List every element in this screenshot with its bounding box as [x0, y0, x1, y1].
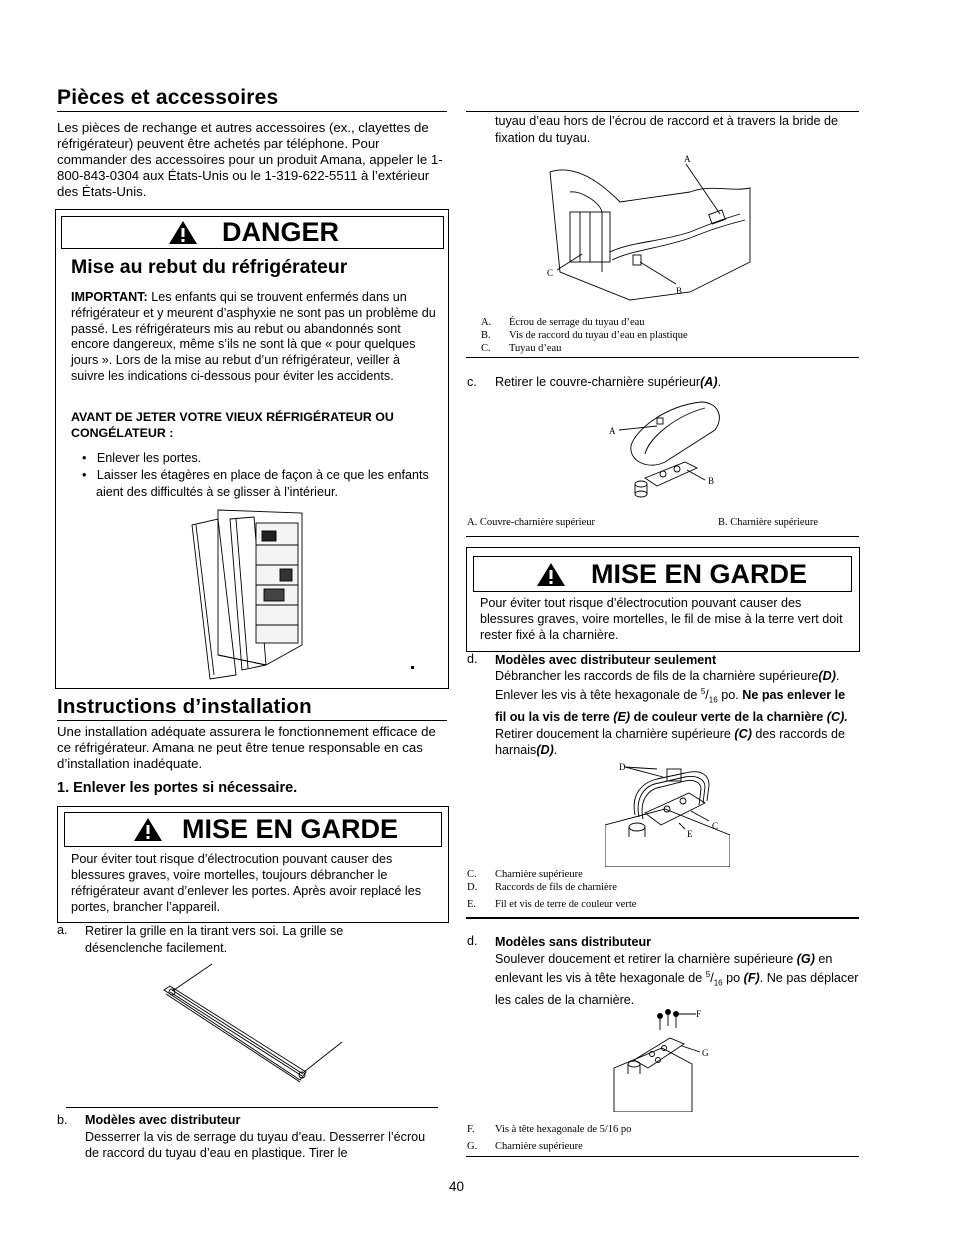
continued-text: tuyau d’eau hors de l’écrou de raccord et à travers la bride de fixation du tuyau. [495, 114, 839, 145]
figure-caption-b: B. Charnière supérieure [718, 517, 819, 528]
disposal-title: Mise au rebut du réfrigérateur [71, 256, 348, 278]
step-a-letter: a. [57, 923, 68, 937]
step-b-text: Desserrer la vis de serrage du tuyau d’eau. Desserrer l’écrou de raccord du tuyau d’eau en plastique. Tirer le [85, 1130, 426, 1160]
warning-triangle-icon [133, 816, 163, 842]
figure-caption-list [481, 316, 688, 355]
figure-label: D [619, 762, 626, 772]
caption-row: E. Fil et vis de terre de couleur verte [467, 899, 637, 910]
figure-label: C [547, 268, 554, 278]
step-d-dispenser-text: Modèles avec distributeur seulement Débrancher les raccords de fils de la charnière supérieure(D). Enlever les vis à tête hexagonale de $^5/_{16}$ po. Ne pas enlever le fil ou la vis de terre (E) de couleur verte de la charnière (C). Retirer doucement la charnière supérieure (C) des raccords de harnais(D). [495, 653, 848, 757]
caution-word: MISE EN GARDE [182, 814, 399, 844]
caption-row: C. Tuyau d’eau [481, 343, 562, 354]
important-text: Les enfants qui se trouvent enfermés dans un réfrigérateur et y meurent d’asphyxie ne sont pas un problème du passé. Les réfrigérateurs mis au rebut ou abandonnés sont encore dangereux, même s’ils ne sont là que « pour quelques jours ». Lors de la mise au rebut d’un réfrigérateur, veiller à suivre les indications ci-dessous pour éviter les accidents. [71, 290, 436, 383]
figure-caption-list [467, 1121, 631, 1155]
warning-triangle-icon [536, 561, 566, 587]
figure-label: B [708, 476, 715, 486]
caption-row: C. Charnière supérieure [467, 869, 583, 880]
step-d-letter: d. [467, 652, 478, 666]
danger-header [61, 216, 444, 249]
step-b-title: Modèles avec distributeur [85, 1113, 241, 1127]
caption-row: B. Vis de raccord du tuyau d’eau en plastique [481, 330, 688, 341]
page-number: 40 [449, 1179, 465, 1194]
dot-mark [411, 666, 414, 669]
caption-row: G. Charnière supérieure [467, 1141, 583, 1152]
step-c-text: Retirer le couvre-charnière supérieur [495, 375, 701, 389]
step-a-text: Retirer la grille en la tirant vers soi. La grille se désenclenche facilement. [85, 924, 344, 955]
warning-triangle-icon [168, 219, 198, 245]
figure-label: A [684, 154, 691, 164]
figure-label: G [702, 1048, 709, 1058]
figure-label: B [676, 286, 683, 296]
figure-caption-a: A. Couvre-charnière supérieur [467, 517, 595, 528]
caption-row: D. Raccords de fils de charnière [467, 882, 617, 893]
figure-label: C [712, 821, 719, 831]
caption-row: F. Vis à tête hexagonale de 5/16 po [467, 1124, 632, 1135]
caption-row: A. Écrou de serrage du tuyau d’eau [481, 317, 645, 328]
caution-word: MISE EN GARDE [591, 559, 808, 589]
caution-header [64, 812, 442, 847]
caution-header [473, 556, 852, 592]
step-c-letter: c. [467, 375, 477, 389]
list-item: • Laisser les étagères en place de façon à ce que les enfants aient des difficultés à se glisser à l’intérieur. [82, 468, 429, 499]
danger-word: DANGER [222, 217, 340, 247]
important-paragraph [71, 290, 436, 385]
install-body: Une installation adéquate assurera le fonctionnement efficace de ce réfrigérateur. Amana ne peut être tenue responsable en cas d’installation inadéquate. [57, 724, 436, 771]
figure-caption-list [467, 868, 636, 911]
step-b-letter: b. [57, 1113, 68, 1127]
divider [466, 536, 859, 537]
parts-title: Pièces et accessoires [57, 86, 279, 109]
grille-illustration [160, 960, 350, 1090]
divider [66, 1107, 438, 1108]
hinge-removal-illustration [612, 1008, 722, 1112]
important-label: IMPORTANT: [71, 290, 148, 304]
bullet-list [82, 450, 444, 501]
divider [466, 111, 859, 112]
divider [466, 917, 859, 919]
parts-body: Les pièces de rechange et autres accessoires (ex., clayettes de réfrigérateur) peuvent être achetés par téléphone. Pour commander des accessoires pour un produit Amana, appeler le 1-800-843-0304 aux États-Unis ou le 1-319-622-5511 à l’extérieur des États-Unis. [57, 120, 443, 199]
divider [466, 357, 859, 358]
install-title: Instructions d’installation [57, 695, 312, 718]
step-c-paragraph: Retirer le couvre-charnière supérieur(A). [495, 375, 722, 389]
step-d-no-dispenser-text: Modèles sans distributeur Soulever doucement et retirer la charnière supérieure (G) en enlevant les vis à tête hexagonale de $^5/_{16}$ po (F). Ne pas déplacer les cales de la charnière. [495, 935, 859, 1008]
water-tube-illustration [540, 152, 760, 302]
divider [57, 111, 447, 112]
caution-text: Pour éviter tout risque d’électrocution pouvant causer des blessures graves, voire mortelles, le fil de mise à la terre vert doit rester fixé à la charnière. [480, 596, 843, 642]
figure-label: F [696, 1009, 702, 1019]
divider [466, 1156, 859, 1157]
hinge-cover-illustration [605, 396, 725, 504]
caution-text: Pour éviter tout risque d’électrocution pouvant causer des blessures graves, voire mortelles, toujours débrancher le réfrigérateur avant d’enlever les portes. Après avoir replacé les portes, brancher l’appareil. [71, 852, 422, 914]
step-c-ref: (A) [700, 375, 718, 389]
wire-harness-illustration [605, 755, 730, 867]
step-1-heading: 1. Enlever les portes si nécessaire. [57, 780, 298, 796]
list-item: • Enlever les portes. [82, 451, 202, 465]
step-d-letter: d. [467, 934, 478, 948]
divider [57, 720, 447, 721]
figure-label: E [687, 829, 693, 839]
before-discard-heading: AVANT DE JETER VOTRE VIEUX RÉFRIGÉRATEUR OU CONGÉLATEUR : [71, 410, 394, 440]
figure-label: A [609, 426, 616, 436]
refrigerator-illustration [190, 505, 310, 680]
